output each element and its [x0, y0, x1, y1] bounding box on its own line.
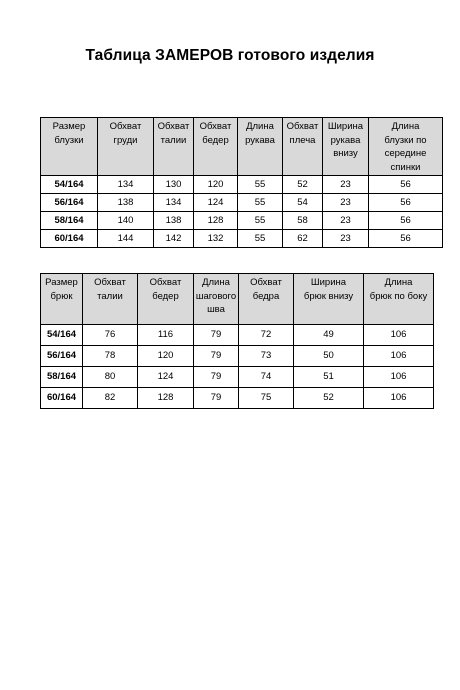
table-header-row	[41, 274, 434, 325]
value-cell: 132	[194, 230, 238, 248]
header-line: блузки	[54, 134, 84, 146]
value-cell: 23	[323, 194, 369, 212]
value-cell: 120	[138, 346, 194, 367]
header-line: блузки по	[384, 134, 427, 146]
column-header	[41, 274, 83, 325]
value-cell: 128	[138, 388, 194, 409]
header-line: середине	[384, 148, 427, 159]
header-line: шва	[207, 304, 225, 315]
value-cell: 134	[154, 194, 194, 212]
value-cell: 56	[369, 176, 443, 194]
header-line: Размер	[45, 277, 78, 288]
header-line: рукава	[245, 134, 275, 146]
header-line: брюк	[50, 290, 73, 302]
header-line: рукава	[330, 134, 361, 146]
size-cell: 56/164	[41, 346, 83, 367]
value-cell: 55	[238, 230, 283, 248]
value-cell: 138	[154, 212, 194, 230]
page-title: Таблица ЗАМЕРОВ готового изделия	[85, 47, 375, 64]
value-cell: 75	[239, 388, 294, 409]
header-line: Длина	[384, 277, 413, 288]
size-cell: 56/164	[41, 194, 98, 212]
header-line: груди	[113, 134, 138, 146]
header-line: Обхват	[250, 277, 282, 288]
value-cell: 55	[238, 212, 283, 230]
value-cell: 138	[98, 194, 154, 212]
column-header	[239, 274, 294, 325]
column-header	[98, 118, 154, 176]
header-line: Размер	[52, 121, 86, 132]
header-line: бедер	[202, 134, 229, 146]
value-cell: 23	[323, 212, 369, 230]
table-row	[41, 388, 434, 409]
header-line: Длина	[246, 121, 274, 132]
column-header	[238, 118, 283, 176]
column-header	[294, 274, 364, 325]
value-cell: 140	[98, 212, 154, 230]
value-cell: 56	[369, 194, 443, 212]
value-cell: 54	[283, 194, 323, 212]
column-header	[41, 118, 98, 176]
table-row	[41, 230, 443, 248]
size-cell: 58/164	[41, 367, 83, 388]
value-cell: 76	[83, 325, 138, 346]
value-cell: 74	[239, 367, 294, 388]
size-cell: 54/164	[41, 325, 83, 346]
header-line: Длина	[202, 277, 230, 288]
value-cell: 72	[239, 325, 294, 346]
value-cell: 50	[294, 346, 364, 367]
header-line: Обхват	[286, 121, 319, 132]
column-header	[138, 274, 194, 325]
header-line: брюк по боку	[369, 290, 428, 302]
size-cell: 60/164	[41, 388, 83, 409]
value-cell: 55	[238, 176, 283, 194]
table-row	[41, 325, 434, 346]
value-cell: 79	[194, 325, 239, 346]
table-header-row	[41, 118, 443, 176]
column-header	[83, 274, 138, 325]
value-cell: 62	[283, 230, 323, 248]
value-cell: 106	[364, 388, 434, 409]
value-cell: 80	[83, 367, 138, 388]
value-cell: 82	[83, 388, 138, 409]
header-line: Обхват	[109, 121, 142, 132]
value-cell: 124	[194, 194, 238, 212]
trousers-measurements-table	[40, 273, 434, 409]
size-cell: 54/164	[41, 176, 98, 194]
header-line: Длина	[391, 121, 420, 132]
value-cell: 116	[138, 325, 194, 346]
header-line: Обхват	[199, 121, 232, 132]
table-row	[41, 194, 443, 212]
value-cell: 130	[154, 176, 194, 194]
header-line: Ширина	[310, 277, 347, 288]
value-cell: 51	[294, 367, 364, 388]
value-cell: 58	[283, 212, 323, 230]
column-header	[364, 274, 434, 325]
value-cell: 23	[323, 230, 369, 248]
header-line: бедра	[252, 290, 280, 302]
header-line: шагового	[195, 290, 237, 302]
value-cell: 128	[194, 212, 238, 230]
header-line: талии	[97, 290, 123, 302]
value-cell: 106	[364, 367, 434, 388]
column-header	[323, 118, 369, 176]
value-cell: 120	[194, 176, 238, 194]
value-cell: 52	[294, 388, 364, 409]
table-row	[41, 367, 434, 388]
value-cell: 142	[154, 230, 194, 248]
column-header	[369, 118, 443, 176]
header-line: спинки	[390, 161, 421, 173]
value-cell: 55	[238, 194, 283, 212]
value-cell: 23	[323, 176, 369, 194]
value-cell: 78	[83, 346, 138, 367]
header-line: бедер	[152, 290, 179, 302]
header-line: внизу	[333, 148, 358, 159]
column-header	[194, 118, 238, 176]
table-row	[41, 346, 434, 367]
value-cell: 52	[283, 176, 323, 194]
value-cell: 106	[364, 325, 434, 346]
value-cell: 56	[369, 230, 443, 248]
header-line: Обхват	[157, 121, 190, 132]
table-row	[41, 176, 443, 194]
size-cell: 58/164	[41, 212, 98, 230]
header-line: брюк внизу	[303, 290, 354, 302]
column-header	[283, 118, 323, 176]
value-cell: 79	[194, 367, 239, 388]
value-cell: 49	[294, 325, 364, 346]
value-cell: 79	[194, 346, 239, 367]
value-cell: 124	[138, 367, 194, 388]
value-cell: 106	[364, 346, 434, 367]
value-cell: 134	[98, 176, 154, 194]
value-cell: 144	[98, 230, 154, 248]
header-line: Обхват	[94, 277, 126, 288]
column-header	[154, 118, 194, 176]
header-line: Обхват	[149, 277, 182, 288]
size-cell: 60/164	[41, 230, 98, 248]
blouse-measurements-table	[40, 117, 443, 248]
value-cell: 79	[194, 388, 239, 409]
value-cell: 73	[239, 346, 294, 367]
header-line: талии	[160, 134, 187, 146]
value-cell: 56	[369, 212, 443, 230]
header-line: Ширина	[327, 121, 364, 132]
header-line: плеча	[289, 134, 316, 146]
table-row	[41, 212, 443, 230]
column-header	[194, 274, 239, 325]
